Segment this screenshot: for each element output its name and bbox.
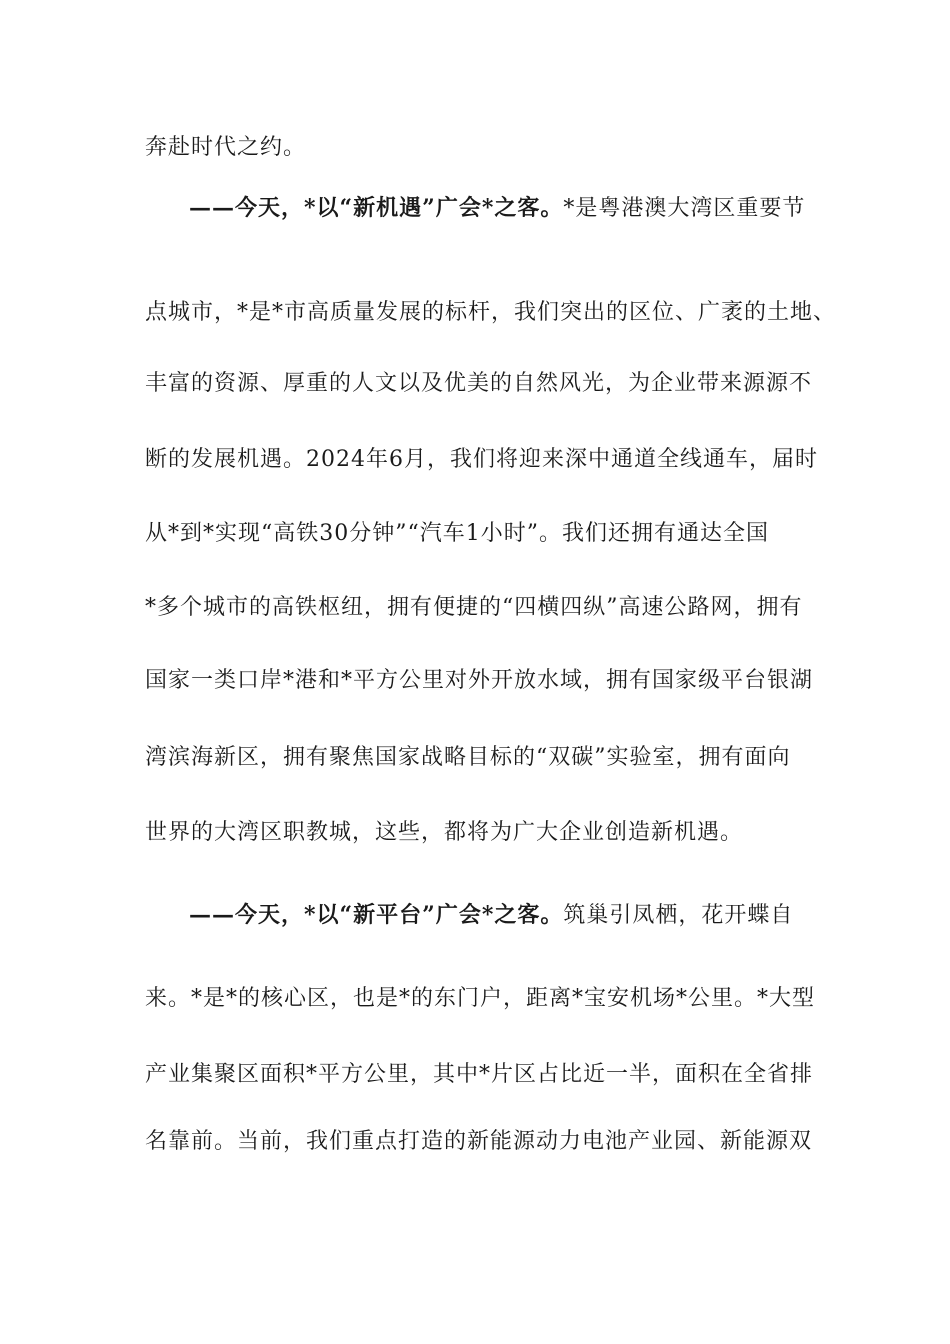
section-heading: ——今天，*以“新平台”广会*之客。 bbox=[189, 902, 564, 928]
text-span: 筑巢引凤栖，花开蝶自 bbox=[563, 903, 794, 928]
text-line: 断的发展机遇。2024年6月，我们将迎来深中通道全线通车，届时 bbox=[145, 447, 818, 472]
text-line: 从*到*实现“高铁30分钟”“汽车1小时”。我们还拥有通达全国 bbox=[145, 521, 769, 546]
text-line: 丰富的资源、厚重的人文以及优美的自然风光，为企业带来源源不 bbox=[145, 371, 813, 396]
text-line: 点城市，*是*市高质量发展的标杆，我们突出的区位、广袤的土地、 bbox=[145, 300, 837, 325]
text-line: 奔赴时代之约。 bbox=[145, 135, 307, 160]
text-span: *是粤港澳大湾区重要节 bbox=[563, 196, 806, 221]
text-line: *多个城市的高铁枢纽，拥有便捷的“四横四纵”高速公路网，拥有 bbox=[145, 595, 803, 620]
text-line: 名靠前。当前，我们重点打造的新能源动力电池产业园、新能源双 bbox=[145, 1129, 813, 1154]
text-line: 国家一类口岸*港和*平方公里对外开放水域，拥有国家级平台银湖 bbox=[145, 668, 814, 693]
text-line: 产业集聚区面积*平方公里，其中*片区占比近一半，面积在全省排 bbox=[145, 1062, 814, 1087]
section-heading: ——今天，*以“新机遇”广会*之客。 bbox=[189, 195, 564, 221]
section-heading-line bbox=[189, 193, 805, 224]
section-heading-line bbox=[189, 900, 793, 931]
text-line: 世界的大湾区职教城，这些，都将为广大企业创造新机遇。 bbox=[145, 820, 744, 845]
text-line: 来。*是*的核心区，也是*的东门户，距离*宝安机场*公里。*大型 bbox=[145, 986, 816, 1011]
text-line: 湾滨海新区，拥有聚焦国家战略目标的“双碳”实验室，拥有面向 bbox=[145, 745, 791, 770]
